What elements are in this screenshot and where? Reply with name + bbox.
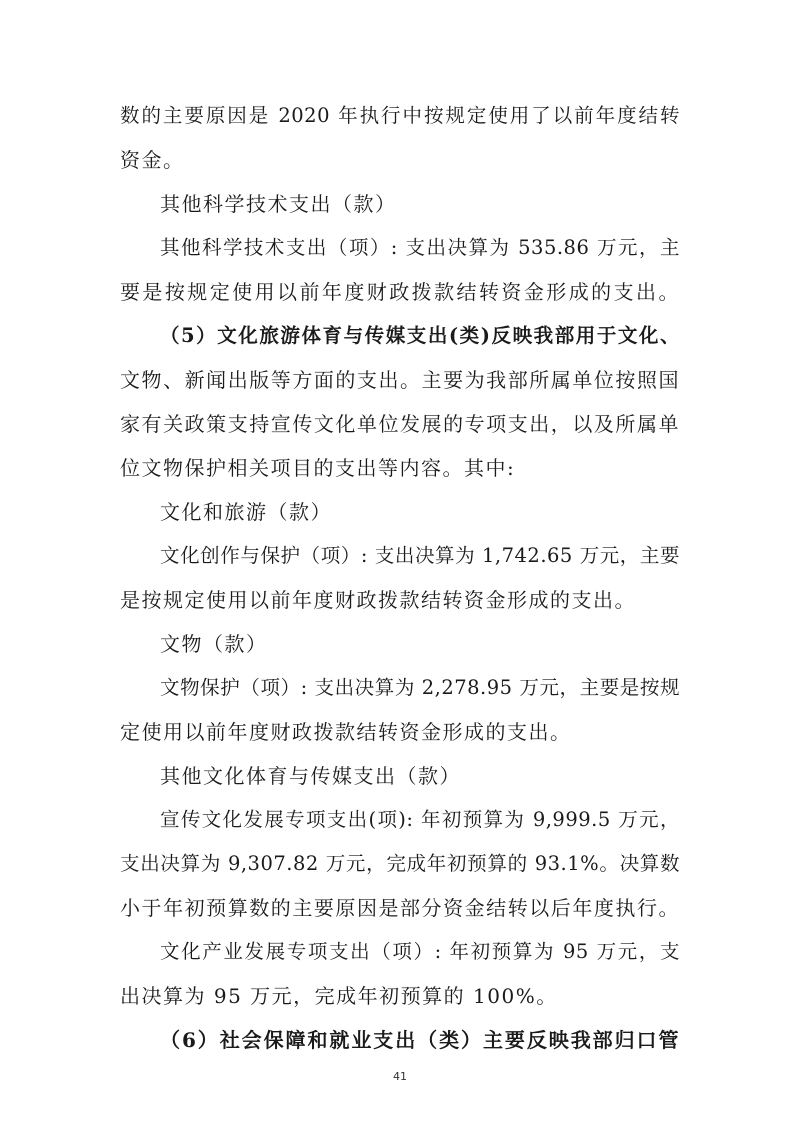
body-text-line: 文化创作与保护（项）: 支出决算为 1,742.65 万元，主要 [160,544,680,567]
section-heading: 文化和旅游（款） [160,500,332,524]
section-heading: 文物（款） [160,632,268,656]
body-text-line: 文化产业发展专项支出（项）: 年初预算为 95 万元，支 [160,940,680,963]
body-text-line: 位文物保护相关项目的支出等内容。其中: [120,456,516,480]
body-text-line: 数的主要原因是 2020 年执行中按规定使用了以前年度结转 [120,104,680,127]
body-text-line: 资金。 [120,148,185,172]
section-heading: 其他科学技术支出（款） [160,192,397,216]
body-text-line: 宣传文化发展专项支出(项): 年初预算为 9,999.5 万元， [160,808,680,831]
body-text-line: 是按规定使用以前年度财政拨款结转资金形成的支出。 [120,588,636,612]
category-heading: （6）社会保障和就业支出（类）主要反映我部归口管 [160,1028,680,1052]
body-text-line: 定使用以前年度财政拨款结转资金形成的支出。 [120,720,572,744]
section-heading: 其他文化体育与传媒支出（款） [160,764,461,788]
body-text-line: 文物、新闻出版等方面的支出。主要为我部所属单位按照国 [120,368,680,392]
body-text-line: 其他科学技术支出（项）: 支出决算为 535.86 万元，主 [160,236,680,259]
body-text-line: 出决算为 95 万元，完成年初预算的 100%。 [120,984,558,1008]
category-heading: （5）文化旅游体育与传媒支出(类)反映我部用于文化、 [160,324,680,347]
body-text-line: 家有关政策支持宣传文化单位发展的专项支出，以及所属单 [120,412,680,436]
page-number: 41 [393,1070,407,1083]
body-text-line: 要是按规定使用以前年度财政拨款结转资金形成的支出。 [120,280,680,304]
body-text-line: 支出决算为 9,307.82 万元，完成年初预算的 93.1%。决算数 [120,852,680,875]
body-text-line: 小于年初预算数的主要原因是部分资金结转以后年度执行。 [120,896,680,920]
body-text-line: 文物保护（项）: 支出决算为 2,278.95 万元，主要是按规 [160,676,680,699]
